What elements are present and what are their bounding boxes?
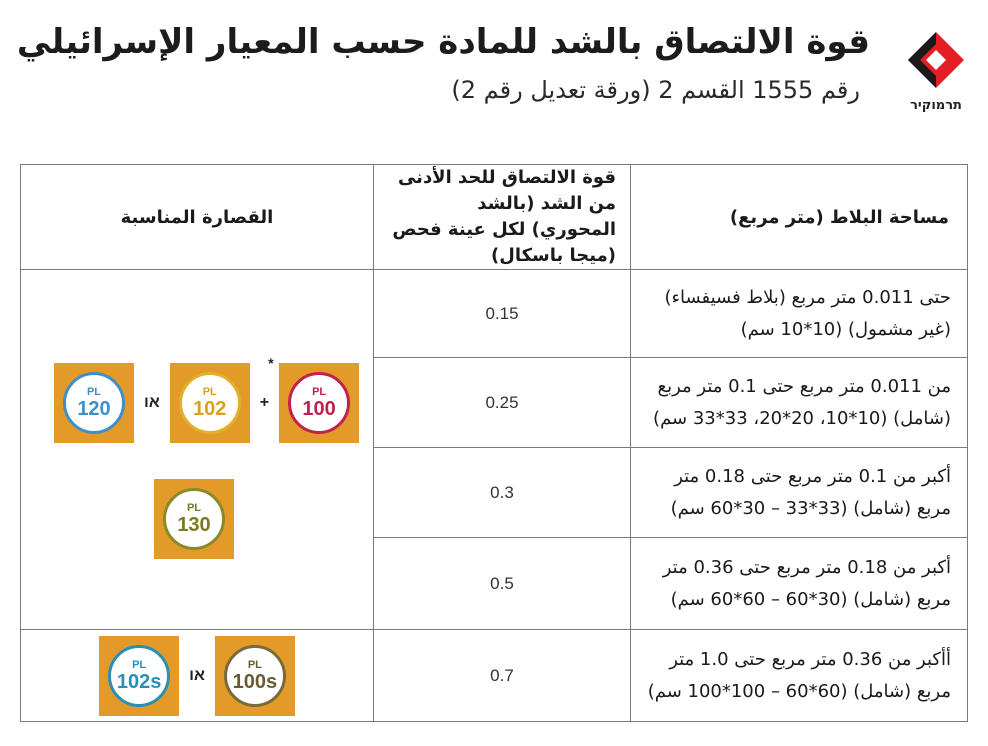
page-subtitle: رقم 1555 القسم 2 (ورقة تعديل رقم 2) [451, 76, 860, 104]
logo-mark-icon [904, 28, 968, 92]
strength-value: 0.3 [374, 448, 631, 538]
strength-value: 0.5 [374, 538, 631, 630]
footnote-star: * [268, 355, 274, 371]
pl-label: PL [132, 658, 147, 671]
product-number: 130 [177, 514, 211, 536]
pl-label: PL [312, 386, 327, 398]
strength-value: 0.25 [374, 358, 631, 448]
area-cell: أأكبر من 0.36 متر مربع حتى 1.0 متر مربع (شامل) (60*60 – 100*100 سم) [631, 630, 968, 722]
pl-label: PL [186, 502, 202, 514]
or-separator: או [144, 394, 160, 411]
header-tile-area: مساحة البلاط (متر مربع) [631, 165, 968, 270]
area-cell: من 0.011 متر مربع حتى 0.1 متر مربع (شامل) (10*10، 20*20، 33*33 سم) [631, 358, 968, 448]
product-number: 102s [116, 670, 162, 693]
pl-label: PL [86, 386, 102, 398]
pl-label: PL [247, 658, 262, 671]
header-min-strength: قوة الالتصاق للحد الأدنى من الشد (بالشد المحوري) لكل عينة فحص (ميجا باسكال) [374, 165, 631, 270]
page-title: قوة الالتصاق بالشد للمادة حسب المعيار الإسرائيلي [16, 22, 870, 62]
adhesive-options-top [54, 355, 359, 443]
adhesive-options-large [21, 636, 373, 716]
table-header-row [21, 165, 968, 270]
brand-logo [904, 28, 968, 120]
adhesive-cell-group-2 [21, 630, 374, 722]
product-number: 100 [302, 398, 336, 420]
product-number: 120 [77, 398, 111, 420]
badge-pl130 [154, 479, 234, 559]
strength-value: 0.7 [374, 630, 631, 722]
product-number: 102 [193, 398, 227, 420]
adhesion-table [20, 164, 968, 722]
strength-value: 0.15 [374, 270, 631, 358]
area-cell: أكبر من 0.1 متر مربع حتى 0.18 متر مربع (شامل) (33*33 – 30*60 سم) [631, 448, 968, 538]
brand-name: תרמוקיר [910, 98, 962, 113]
badge-pl102s [99, 636, 179, 716]
adhesive-cell-group-1 [21, 270, 374, 630]
badge-pl100 [268, 355, 359, 443]
badge-pl100s [215, 636, 295, 716]
table-row [21, 270, 968, 358]
badge-pl120 [54, 363, 134, 443]
pl-label: PL [202, 386, 217, 398]
area-cell: أكبر من 0.18 متر مربع حتى 0.36 متر مربع (شامل) (30*60 – 60*60 سم) [631, 538, 968, 630]
product-number: 100s [232, 670, 278, 693]
or-separator: או [189, 666, 205, 684]
area-cell: حتى 0.011 متر مربع (بلاط فسيفساء) (غير مشمول) (10*10 سم) [631, 270, 968, 358]
plus-separator: + [259, 394, 270, 411]
badge-pl102 [170, 363, 250, 443]
adhesive-options-bottom [154, 479, 234, 559]
table-row [21, 630, 968, 722]
header-suitable-adhesive: القصارة المناسبة [21, 165, 374, 270]
